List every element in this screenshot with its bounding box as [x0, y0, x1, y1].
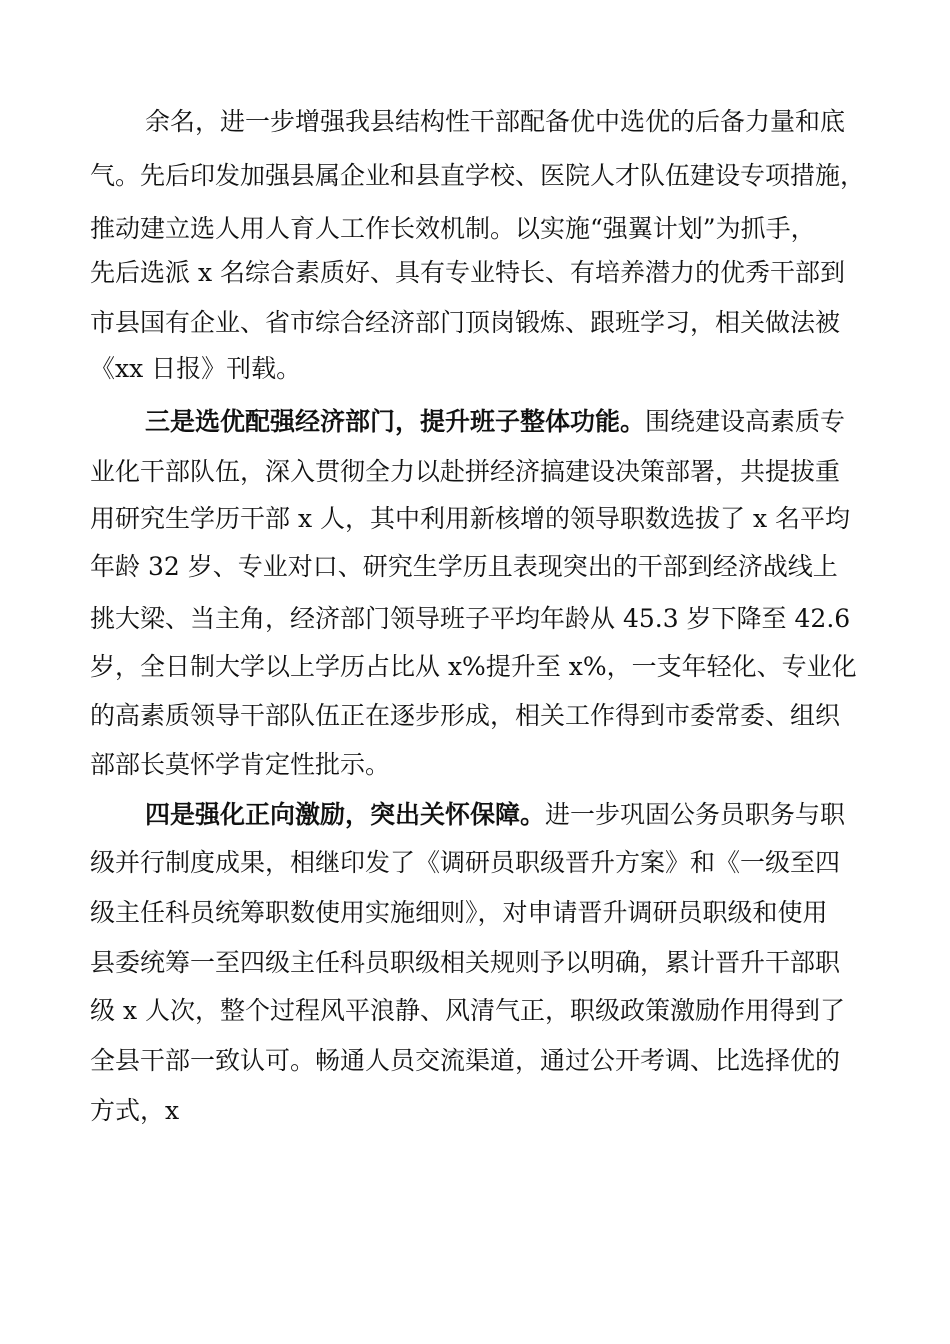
paragraph-3-text: 围绕建设高素质专 [645, 407, 846, 436]
paragraph-4-line-1 [145, 798, 845, 832]
paragraph-4-line-2: 级并行制度成果，相继印发了《调研员职级晋升方案》和《一级至四 [90, 848, 841, 877]
paragraph-1-line-6: 《xx 日报》刊载。 [90, 354, 302, 383]
paragraph-4-heading: 四是强化正向激励，突出关怀保障。 [145, 800, 546, 829]
paragraph-4-line-7: 方式，x [90, 1096, 180, 1125]
paragraph-3-line-5: 挑大梁、当主角，经济部门领导班子平均年龄从 45.3 岁下降至 42.6 [90, 604, 851, 633]
paragraph-4-line-3: 级主任科员统筹职数使用实施细则》，对申请晋升调研员职级和使用 [90, 898, 828, 927]
paragraph-4-text: 进一步巩固公务员职务与职 [545, 800, 846, 829]
paragraph-1-line-2: 气。先后印发加强县属企业和县直学校、医院人才队伍建设专项措施， [90, 161, 866, 190]
paragraph-4-line-6: 全县干部一致认可。畅通人员交流渠道，通过公开考调、比选择优的 [90, 1046, 841, 1075]
paragraph-3-line-6: 岁，全日制大学以上学历占比从 x%提升至 x%，一支年轻化、专业化 [90, 652, 857, 681]
paragraph-3-line-2: 业化干部队伍，深入贯彻全力以赴拼经济搞建设决策部署，共提拔重 [90, 457, 841, 486]
paragraph-1-line-4: 先后选派 x 名综合素质好、具有专业特长、有培养潜力的优秀干部到 [90, 258, 845, 287]
paragraph-4-line-4: 县委统筹一至四级主任科员职级相关规则予以明确，累计晋升干部职 [90, 948, 841, 977]
paragraph-1-line-5: 市县国有企业、省市综合经济部门顶岗锻炼、跟班学习，相关做法被 [90, 308, 841, 337]
paragraph-3-line-7: 的高素质领导干部队伍正在逐步形成，相关工作得到市委常委、组织 [90, 701, 841, 730]
paragraph-1-line-3: 推动建立选人用人育人工作长效机制。以实施“强翼计划”为抓手， [90, 214, 816, 243]
paragraph-3-line-4: 年龄 32 岁、专业对口、研究生学历且表现突出的干部到经济战线上 [90, 552, 838, 581]
paragraph-3-line-1 [145, 405, 845, 439]
paragraph-1-line-1: 余名，进一步增强我县结构性干部配备优中选优的后备力量和底 [145, 107, 846, 136]
paragraph-3-line-8: 部部长莫怀学肯定性批示。 [90, 750, 391, 779]
paragraph-3-heading: 三是选优配强经济部门，提升班子整体功能。 [145, 407, 646, 436]
paragraph-3-line-3: 用研究生学历干部 x 人，其中利用新核增的领导职数选拔了 x 名平均 [90, 504, 850, 533]
paragraph-4-line-5: 级 x 人次，整个过程风平浪静、风清气正，职级政策激励作用得到了 [90, 996, 845, 1025]
